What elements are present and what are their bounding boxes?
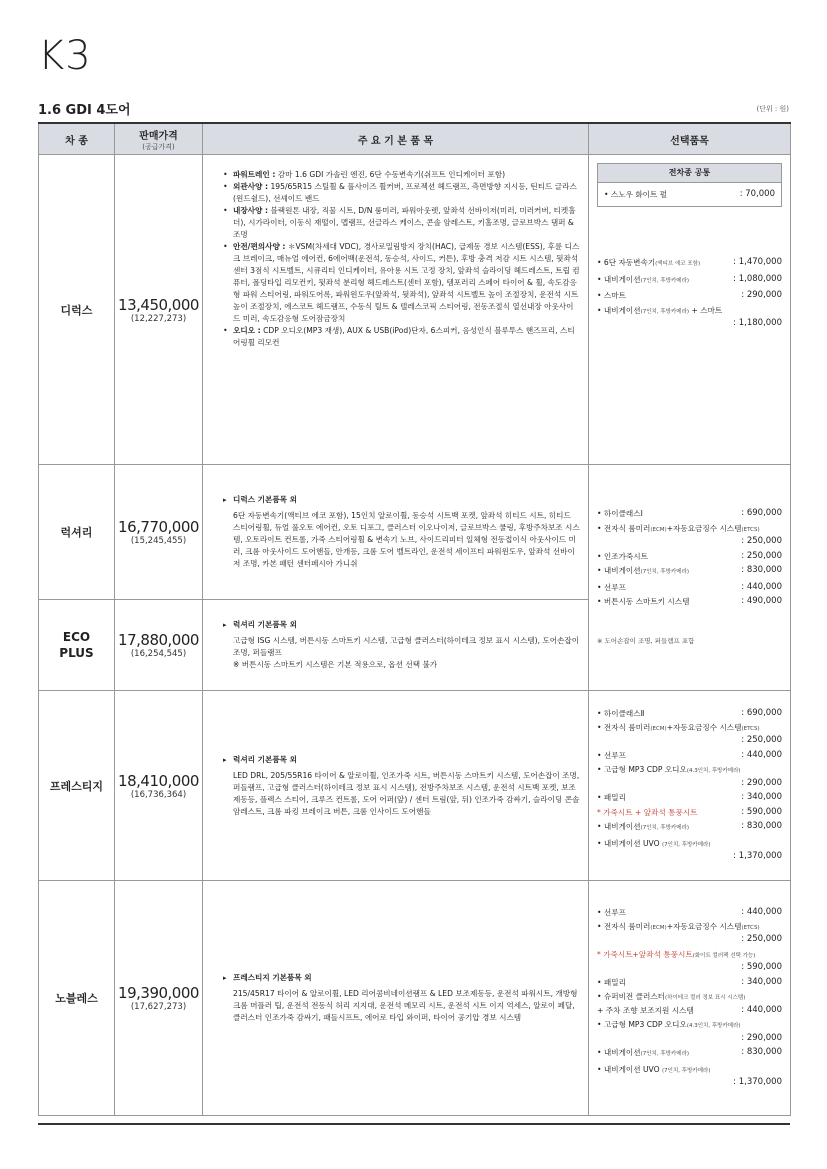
- basic-block-note: ※ 버튼시동 스마트키 시스템은 기본 적용으로, 옵션 선택 불가: [233, 660, 438, 669]
- trim-name: 프레스티지: [39, 691, 115, 881]
- model-title: K3: [38, 33, 92, 79]
- unit-note: (단위 : 원): [756, 105, 789, 113]
- trim-price: 17,880,000: [118, 631, 199, 649]
- basic-items: [203, 155, 589, 465]
- table-row: [39, 465, 791, 600]
- option-item: • 스노우 화이트 펄 : 70,000: [604, 188, 775, 199]
- header-trim: 차 종: [39, 123, 115, 155]
- basic-block-title: ▸ 디럭스 기본품목 외: [223, 494, 580, 506]
- basic-items: [203, 691, 589, 881]
- option-item: • 하이클래스Ⅰ : 690,000: [597, 508, 782, 518]
- option-item: • 선루프 : 440,000: [597, 907, 782, 918]
- option-item: • 인조가죽시트 : 250,000: [597, 550, 782, 561]
- option-items: [589, 881, 791, 1116]
- price-cell: [115, 691, 203, 881]
- basic-block-body: 고급형 ISG 시스템, 버튼시동 스마트키 시스템, 고급형 클러스터(하이테크 정보 표시 시스템), 도어손잡이 조명, 퍼들램프: [233, 636, 580, 657]
- option-item: * 가죽시트+앞좌석 통풍시트(화이트 컬러팩 선택 가능) : 590,000: [597, 949, 782, 973]
- option-item: • 내비게이션 UVO (7인치, 후방카메라) : 1,370,000: [597, 838, 782, 862]
- basic-item: • 안전/편의사양 : ＊VSM(차세대 VDC), 경사로밀림방지 장치(HAC), 급제동 경보 시스템(ESS), 후륜 디스크 브레이크, 매뉴얼 에어컨, 6에어백(운전석, 동승석, 사이드, 커튼), 후방 충격 저감 시트 시스템, 뒷좌석 센터 3점식 시트벨트, 시큐리티 인디케이터, 유아용 시트 고정 장치, 앞좌석 슬라이딩 헤드레스트, 트립 컴퓨터, 폴딩타입 리모컨키, 뒷좌석 분리형 헤드레스트(센터 포함), 템포러리 스페어 타이어 & 휠, 속도감응형 파워 스티어링, 파워도어록, 파워윈도우(앞좌석, 뒷좌석), 앞좌석 시트벨트 높이 조절장치, 운전석 시트 높이 조절장치, 에스코트 헤드램프, 수동식 틸트 & 텔레스코픽 스티어링, 전동조절식 열선내장 아웃사이드 미러, 속도감응형 도어잠금장치: [223, 241, 580, 325]
- basic-block-body: 6단 자동변속기(액티브 에코 포함), 15인치 알로이휠, 동승석 시트백 포켓, 앞좌석 히티드 시트, 히티드 스티어링휠, 듀얼 풀오토 에어컨, 오토 디포그, 클러스터 이오나이저, 글로브박스 쿨링, 후방주차보조 시스템, 오토라이트 컨트롤, 가죽 스티어링휠 & 변속기 노브, 사이드리피터 일체형 전동접이식 아웃사이드 미러, 크롬 아웃사이드 도어핸들, 안개등, 크롬 도어 벨트라인, 운전석 세이프티 파워윈도우, 앞좌석 선바이저 조명, 카본 패턴 센터페시아 가니쉬: [233, 511, 580, 568]
- basic-items: [203, 881, 589, 1116]
- option-item: • 전자식 룸미러(ECM)+자동요금징수 시스템(ETCS) : 250,000: [597, 523, 782, 546]
- option-item: * 가죽시트 + 앞좌석 통풍시트 : 590,000: [597, 806, 782, 817]
- option-item: • 전자식 룸미러(ECM)+자동요금징수 시스템(ETCS) : 250,000: [597, 722, 782, 746]
- basic-item: • 외관사양 : 195/65R15 스틸휠 & 풀사이즈 휠커버, 프로젝션 헤드램프, 측면방향 지시등, 틴티드 글라스(윈드쉴드), 선셰이드 밴드: [223, 181, 580, 205]
- header-options: 선택품목: [589, 123, 791, 155]
- option-item: • 패밀리 : 340,000: [597, 976, 782, 987]
- option-item: • 하이클래스Ⅱ : 690,000: [597, 708, 782, 719]
- basic-block-title: ▸ 럭셔리 기본품목 외: [223, 619, 580, 631]
- option-item: • 패밀리 : 340,000: [597, 792, 782, 803]
- option-item: • 내비게이션(7인치, 후방카메라) : 830,000: [597, 821, 782, 832]
- option-item: • 고급형 MP3 CDP 오디오(4.3인치, 후방카메라) : 290,000: [597, 1020, 782, 1043]
- option-items: [589, 465, 791, 691]
- price-cell: [115, 155, 203, 465]
- trim-name: 노블레스: [39, 881, 115, 1116]
- engine-subtitle: 1.6 GDI 4도어: [38, 103, 131, 118]
- trim-supply-price: (17,627,273): [130, 1002, 187, 1012]
- option-item: • 버튼시동 스마트키 시스템 : 490,000: [597, 596, 782, 606]
- price-cell: [115, 465, 203, 600]
- basic-block-body: LED DRL, 205/55R16 타이어 & 알로이휠, 인조가죽 시트, 버튼시동 스마트키 시스템, 도어손잡이 조명, 퍼들램프, 고급형 클러스터(하이테크 정보 표시 시스템), 전방주차보조 시스템, 운전석 시트백 포켓, 보조 제동등, 플렉스 스티어, 크루즈 컨트롤, 도어 어퍼(앞) / 센터 트림(앞, 뒤) 인조가죽 감싸기, 슬라이딩 콘솔 암레스트, 크롬 파킹 브레이크 버튼, 크롬 인사이드 도어핸들: [233, 770, 580, 816]
- header-price: [115, 123, 203, 155]
- price-cell: [115, 881, 203, 1116]
- option-item: • 스마트 : 290,000: [597, 290, 782, 300]
- trim-price: 18,410,000: [118, 771, 199, 790]
- basic-items: [203, 600, 589, 691]
- table-header-row: [39, 123, 791, 155]
- option-note: ※ 도어손잡이 조명, 퍼들램프 포함: [597, 636, 695, 645]
- table-row: [39, 881, 791, 1116]
- trim-price: 19,390,000: [118, 984, 199, 1002]
- header-price-sub: (공급가격): [142, 142, 175, 151]
- bottom-rule: [38, 1123, 790, 1125]
- common-options-box: [597, 163, 782, 207]
- option-item: • 전자식 룸미러(ECM)+자동요금징수 시스템(ETCS) : 250,000: [597, 921, 782, 945]
- table-row: [39, 155, 791, 465]
- option-item: • 내비게이션(7인치, 후방카메라) + 스마트 : 1,180,000: [597, 305, 782, 328]
- common-options-title: 전차종 공통: [598, 164, 781, 183]
- basic-item: • 파워트레인 : 감마 1.6 GDI 가솔린 엔진, 6단 수동변속기(쉬프트 인디케이터 포함): [223, 169, 580, 181]
- basic-block-title: ▸ 프레스티지 기본품목 외: [223, 972, 580, 984]
- trim-supply-price: (16,736,364): [130, 789, 187, 800]
- option-item: • 내비게이션(7인치, 후방카메라) : 1,080,000: [597, 273, 782, 284]
- option-item: • 선루프 : 440,000: [597, 749, 782, 760]
- option-item: • 내비게이션(7인치, 후방카메라) : 830,000: [597, 565, 782, 575]
- trim-supply-price: (12,227,273): [130, 313, 187, 324]
- price-table: [38, 122, 791, 1116]
- trim-price: 13,450,000: [118, 295, 199, 314]
- basic-items: [203, 465, 589, 600]
- trim-supply-price: (16,254,545): [130, 649, 187, 659]
- option-item: • 내비게이션 UVO (7인치, 후방카메라) : 1,370,000: [597, 1064, 782, 1088]
- trim-price: 16,770,000: [118, 518, 199, 536]
- trim-name: ECO PLUS: [39, 600, 115, 691]
- option-item: • 슈퍼비전 클러스터(하이테크 컬러 정보 표시 시스템) + 주차 조향 보조지원 시스템 : 440,000: [597, 992, 782, 1015]
- option-items: [589, 155, 791, 465]
- trim-name: 디럭스: [39, 155, 115, 465]
- basic-block-body: 215/45R17 타이어 & 알로이휠, LED 리어콤비네이션램프 & LED 보조제동등, 운전석 파워시트, 개방형 크롬 머플러 팁, 운전석 전동식 허리 지지대, 운전석 메모리 시트, 운전석 시트 이지 억세스, 알로이 페달, 클러스터 인조가죽 감싸기, 패들시프트, 에어로 타입 와이퍼, 타이어 공기압 경보 시스템: [233, 989, 578, 1022]
- option-item: • 고급형 MP3 CDP 오디오(4.3인치, 후방카메라) : 290,000: [597, 765, 782, 788]
- trim-name: 럭셔리: [39, 465, 115, 600]
- option-item: • 선루프 : 440,000: [597, 581, 782, 592]
- header-basic: 주 요 기 본 품 목: [203, 123, 589, 155]
- basic-block-title: ▸ 럭셔리 기본품목 외: [223, 754, 580, 766]
- option-item: • 내비게이션(7인치, 후방카메라) : 830,000: [597, 1047, 782, 1058]
- header-price-label: 판매가격: [139, 130, 178, 142]
- basic-item: • 오디오 : CDP 오디오(MP3 재생), AUX & USB(iPod)단자, 6스피커, 음성인식 블루투스 핸즈프리, 스티어링휠 리모컨: [223, 325, 580, 349]
- table-row: [39, 691, 791, 881]
- trim-supply-price: (15,245,455): [130, 536, 187, 546]
- basic-item: • 내장사양 : 블랙원톤 내장, 직물 시트, D/N 룸미러, 파워아웃렛, 앞좌석 선바이저(미러, 미러커버, 티켓홀더), 시가라이터, 이동식 재떨이, 맵램프, 선글라스 케이스, 콘솔 암레스트, 키홀조명, 글로브박스 댐퍼 & 조명: [223, 205, 580, 241]
- option-item: • 6단 자동변속기(액티브 에코 포함) : 1,470,000: [597, 257, 782, 267]
- option-items: [589, 691, 791, 881]
- price-cell: [115, 600, 203, 691]
